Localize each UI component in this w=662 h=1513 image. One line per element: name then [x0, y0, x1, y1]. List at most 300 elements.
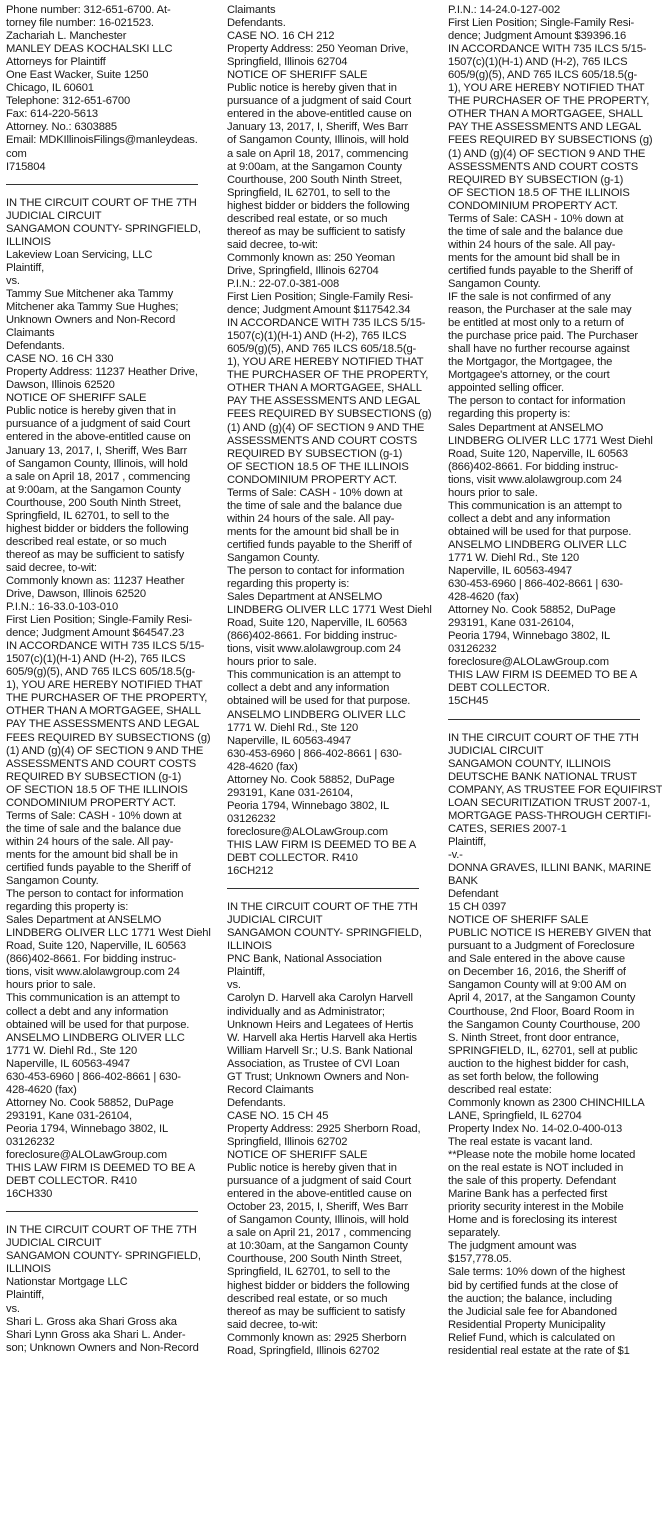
notice-text-line: S. Ninth Street, front door entrance,: [448, 1031, 620, 1044]
notice-text-line: on December 16, 2016, the Sheriff of: [448, 966, 626, 979]
notice-text-line: a sale on April 21, 2017 , commencing: [227, 1227, 412, 1240]
notice-text-line: Attorney No. Cook 58852, DuPage: [448, 604, 616, 617]
notice-text-line: OTHER THAN A MORTGAGEE, SHALL: [227, 382, 422, 395]
notice-text-line: OF SECTION 18.5 OF THE ILLINOIS: [227, 460, 409, 473]
notice-text-line: CONDOMINIUM PROPERTY ACT.: [448, 199, 618, 212]
notice-text-line: (866)402-8661. For bidding instruc-: [6, 953, 177, 966]
notice-text-line: CONDOMINIUM PROPERTY ACT.: [6, 796, 176, 809]
notice-text-line: IN ACCORDANCE WITH 735 ILCS 5/15-: [6, 640, 205, 653]
notice-text-line: 1), YOU ARE HEREBY NOTIFIED THAT: [448, 82, 645, 95]
notice-text-line: hours prior to sale.: [227, 656, 317, 669]
notice-text-line: ANSELMO LINDBERG OLIVER LLC: [227, 708, 406, 721]
notice-text-line: ments for the amount bid shall be in: [448, 251, 620, 264]
notice-text-line: the sale of this property. Defendant: [448, 1175, 616, 1188]
notice-text-line: SANGAMON COUNTY, ILLINOIS: [448, 757, 611, 770]
notice-text-line: Attorney No. Cook 58852, DuPage: [227, 773, 395, 786]
notice-text-line: PAY THE ASSESSMENTS AND LEGAL: [6, 718, 200, 731]
notice-text-line: This communication is an attempt to: [6, 992, 180, 1005]
notice-text-line: Defendants.: [227, 1096, 286, 1109]
notice-text-line: THIS LAW FIRM IS DEEMED TO BE A: [448, 669, 638, 682]
notice-text-line: P.I.N.: 14-24.0-127-002: [448, 4, 561, 16]
notice-text-line: PUBLIC NOTICE IS HEREBY GIVEN that: [448, 927, 651, 940]
notice-text-line: Chicago, IL 60601: [6, 82, 94, 95]
notice-text-line: Dawson, Illinois 62520: [6, 379, 115, 392]
notice-text-line: regarding this property is:: [6, 901, 129, 914]
notice-text-line: Courthouse, 200 South Ninth Street,: [227, 173, 403, 186]
notice-divider: [448, 719, 640, 720]
notice-text-line: 630-453-6960 | 866-402-8661 | 630-: [6, 1070, 181, 1083]
notice-text-line: Terms of Sale: CASH - 10% down at: [448, 212, 624, 225]
notice-text-line: Sales Department at ANSELMO: [227, 591, 383, 604]
notice-text-line: the auction; the balance, including: [448, 1292, 612, 1305]
notice-text-line: (1) AND (g)(4) OF SECTION 9 AND THE: [6, 744, 204, 757]
notice-text-line: The person to contact for information: [448, 395, 626, 408]
notice-text-line: REQUIRED BY SUBSECTION (g-1): [227, 447, 403, 460]
notice-text-line: ASSESSMENTS AND COURT COSTS: [227, 434, 418, 447]
notice-text-line: Zachariah L. Manchester: [6, 30, 127, 43]
notice-text-line: CASE NO. 15 CH 45: [227, 1109, 329, 1122]
notice-text-line: NOTICE OF SHERIFF SALE: [6, 392, 147, 405]
column-left: [6, 4, 211, 1509]
notice-text-line: Sales Department at ANSELMO: [448, 421, 604, 434]
notice-text-line: (1) AND (g)(4) OF SECTION 9 AND THE: [227, 421, 425, 434]
notice-text-line: Association, as Trustee of CVI Loan: [227, 1057, 400, 1070]
notice-text-line: JUDICIAL CIRCUIT: [448, 744, 544, 757]
notice-text-line: 1507(c)(1)(H-1) AND (H-2), 765 ILCS: [448, 56, 628, 69]
notice-text-line: described real estate:: [448, 1083, 552, 1096]
notice-text-line: within 24 hours of the sale. All pay-: [6, 835, 174, 848]
notice-text-line: 428-4620 (fax): [448, 591, 519, 604]
notice-text-line: OF SECTION 18.5 OF THE ILLINOIS: [448, 186, 630, 199]
notice-text-line: tions, visit www.alolawgroup.com 24: [227, 643, 401, 656]
notice-text-line: highest bidder or bidders the following: [227, 1279, 410, 1292]
notice-text-line: vs.: [6, 274, 20, 287]
notice-text-line: Claimants: [227, 4, 276, 16]
notice-text-line: dence; Judgment Amount $64547.23: [6, 627, 185, 640]
notice-text-line: and Sale entered in the above cause: [448, 953, 625, 966]
notice-text-line: 293191, Kane 031-26104,: [227, 786, 353, 799]
notice-text-line: 03126232: [448, 643, 497, 656]
notice-text-line: (866)402-8661. For bidding instruc-: [448, 460, 619, 473]
notice-text-line: Property Address: 250 Yeoman Drive,: [227, 43, 409, 56]
notice-text-line: Springfield, Illinois 62704: [227, 56, 348, 69]
notice-text-line: IN THE CIRCUIT COURT OF THE 7TH: [448, 731, 639, 744]
notice-text-line: thereof as may be sufficient to satisfy: [227, 225, 406, 238]
notice-text-line: April 4, 2017, at the Sangamon County: [448, 992, 636, 1005]
notice-text-line: Naperville, IL 60563-4947: [6, 1057, 130, 1070]
notice-text-line: com: [6, 147, 27, 160]
notice-text-line: torney file number: 16-021523.: [6, 17, 154, 30]
notice-text-line: Mortgagee's attorney, or the court: [448, 369, 610, 382]
notice-text-line: (1) AND (g)(4) OF SECTION 9 AND THE: [448, 147, 646, 160]
notice-text-line: entered in the above-entitled cause on: [6, 431, 191, 444]
notice-text-line: ILLINOIS: [227, 940, 272, 953]
notice-text-line: CASE NO. 16 CH 212: [227, 30, 335, 43]
notice-text-line: ILLINOIS: [6, 1263, 51, 1276]
notice-text-line: pursuant to a Judgment of Foreclosure: [448, 940, 635, 953]
notice-text-line: the time of sale and the balance due: [448, 225, 623, 238]
notice-text-line: October 23, 2015, I, Sheriff, Wes Barr: [227, 1201, 409, 1214]
notice-text-line: PAY THE ASSESSMENTS AND LEGAL: [448, 121, 642, 134]
notice-text-line: Relief Fund, which is calculated on: [448, 1331, 616, 1344]
notice-text-line: Commonly known as 2300 CHINCHILLA: [448, 1096, 645, 1109]
notice-text-line: LINDBERG OLIVER LLC 1771 West Diehl: [6, 927, 211, 940]
notice-text-line: NOTICE OF SHERIFF SALE: [227, 69, 368, 82]
notice-text-line: ASSESSMENTS AND COURT COSTS: [448, 160, 639, 173]
notice-text-line: Lakeview Loan Servicing, LLC: [6, 248, 153, 261]
notice-text-line: priority security interest in the Mobile: [448, 1201, 624, 1214]
notice-text-line: 605/9(g)(5), AND 765 ILCS 605/18.5(g-: [6, 666, 196, 679]
notice-text-line: the time of sale and the balance due: [6, 822, 181, 835]
notice-text-line: Email: MDKIllinoisFilings@manleydeas.: [6, 134, 198, 147]
notice-text-line: OTHER THAN A MORTGAGEE, SHALL: [6, 705, 201, 718]
notice-text-line: FEES REQUIRED BY SUBSECTIONS (g): [227, 408, 432, 421]
notice-text-line: foreclosure@ALOLawGroup.com: [6, 1149, 167, 1162]
notice-text-line: 16CH212: [227, 865, 274, 878]
notice-text-line: Attorney No. Cook 58852, DuPage: [6, 1096, 174, 1109]
notice-text-line: the time of sale and the balance due: [227, 499, 402, 512]
notice-text-line: collect a debt and any information: [227, 682, 390, 695]
notice-text-line: son; Unknown Owners and Non-Record: [6, 1341, 199, 1354]
notice-text-line: within 24 hours of the sale. All pay-: [448, 238, 616, 251]
notice-text-line: MANLEY DEAS KOCHALSKI LLC: [6, 43, 173, 56]
notice-text-line: Residential Property Municipality: [448, 1318, 606, 1331]
notice-text-line: at 10:30am, at the Sangamon County: [227, 1240, 408, 1253]
notice-text-line: Courthouse, 200 South Ninth Street,: [227, 1253, 403, 1266]
notice-text-line: $157,778.05.: [448, 1253, 512, 1266]
notice-text-line: 1771 W. Diehl Rd., Ste 120: [6, 1044, 138, 1057]
notice-text-line: auction to the highest bidder for cash,: [448, 1057, 629, 1070]
notice-text-line: CATES, SERIES 2007-1: [448, 822, 567, 835]
notice-text-line: certified funds payable to the Sheriff of: [227, 538, 412, 551]
notice-text-line: 293191, Kane 031-26104,: [6, 1109, 132, 1122]
notice-text-line: ASSESSMENTS AND COURT COSTS: [6, 757, 197, 770]
notice-text-line: -v.-: [448, 848, 463, 861]
notice-text-line: Property Index No. 14-02.0-400-013: [448, 1122, 623, 1135]
notice-text-line: Terms of Sale: CASH - 10% down at: [6, 809, 182, 822]
notice-text-line: Peoria 1794, Winnebago 3802, IL: [448, 630, 611, 643]
notice-text-line: hours prior to sale.: [448, 486, 538, 499]
notice-text-line: **Please note the mobile home located: [448, 1149, 636, 1162]
notice-text-line: obtained will be used for that purpose.: [227, 695, 411, 708]
column-middle: [227, 4, 432, 1509]
legal-notice-block: [227, 4, 432, 878]
notice-text-line: the Mortgagor, the Mortgagee, the: [448, 356, 613, 369]
notice-text-line: Defendant: [448, 888, 499, 901]
notice-text-line: 1771 W. Diehl Rd., Ste 120: [448, 551, 580, 564]
notice-text-line: The person to contact for information: [6, 888, 184, 901]
notice-text-line: Carolyn D. Harvell aka Carolyn Harvell: [227, 992, 413, 1005]
notice-text-line: IN ACCORDANCE WITH 735 ILCS 5/15-: [448, 43, 647, 56]
notice-text-line: 03126232: [227, 812, 276, 825]
notice-text-line: foreclosure@ALOLawGroup.com: [448, 656, 609, 669]
notice-text-line: Drive, Springfield, Illinois 62704: [227, 264, 379, 277]
notice-text-line: said decree, to-wit:: [6, 561, 97, 574]
notice-text-line: This communication is an attempt to: [448, 499, 622, 512]
notice-text-line: of Sangamon County, Illinois, will hold: [227, 1214, 409, 1227]
notice-text-line: said decree, to-wit:: [227, 1318, 318, 1331]
notice-text-line: 15 CH 0397: [448, 901, 507, 914]
notice-text-line: The person to contact for information: [227, 565, 405, 578]
notice-text-line: obtained will be used for that purpose.: [448, 525, 632, 538]
notice-text-line: of Sangamon County, Illinois, will hold: [227, 134, 409, 147]
notice-text-line: a sale on April 18, 2017, commencing: [227, 147, 409, 160]
notice-text-line: on the real estate is NOT included in: [448, 1162, 624, 1175]
notice-text-line: Defendants.: [6, 340, 65, 353]
notice-text-line: Sangamon County.: [227, 551, 320, 564]
notice-text-line: Attorneys for Plaintiff: [6, 56, 106, 69]
notice-text-line: 1771 W. Diehl Rd., Ste 120: [227, 721, 359, 734]
notice-text-line: Mitchener aka Tammy Sue Hughes;: [6, 300, 179, 313]
notice-text-line: the Judicial sale fee for Abandoned: [448, 1305, 617, 1318]
notice-text-line: Commonly known as: 2925 Sherborn: [227, 1331, 407, 1344]
notice-text-line: ments for the amount bid shall be in: [6, 848, 178, 861]
notice-text-line: Sale terms: 10% down of the highest: [448, 1266, 625, 1279]
notice-text-line: Tammy Sue Mitchener aka Tammy: [6, 287, 174, 300]
notice-text-line: dence; Judgment Amount $117542.34: [227, 304, 411, 317]
notice-text-line: Terms of Sale: CASH - 10% down at: [227, 486, 403, 499]
notice-text-line: THIS LAW FIRM IS DEEMED TO BE A: [6, 1162, 196, 1175]
notice-text-line: IN THE CIRCUIT COURT OF THE 7TH: [6, 196, 197, 209]
notice-text-line: 605/9(g)(5), AND 765 ILCS 605/18.5(g-: [448, 69, 638, 82]
notice-text-line: First Lien Position; Single-Family Resi-: [448, 17, 635, 30]
notice-text-line: LANE, Springfield, IL 62704: [448, 1109, 582, 1122]
notice-text-line: the purchase price paid. The Purchaser: [448, 330, 638, 343]
notice-text-line: tions, visit www.alolawgroup.com 24: [448, 473, 622, 486]
notice-text-line: 15CH45: [448, 695, 489, 708]
notice-text-line: Fax: 614-220-5613: [6, 108, 98, 121]
notice-text-line: Peoria 1794, Winnebago 3802, IL: [227, 799, 390, 812]
notice-text-line: regarding this property is:: [448, 408, 571, 421]
notice-text-line: 03126232: [6, 1135, 55, 1148]
notice-text-line: Drive, Dawson, Illinois 62520: [6, 588, 146, 601]
notice-text-line: Springfield, Illinois 62702: [227, 1135, 348, 1148]
notice-text-line: THE PURCHASER OF THE PROPERTY,: [448, 95, 650, 108]
notice-text-line: LINDBERG OLIVER LLC 1771 West Diehl: [227, 604, 432, 617]
notice-text-line: of Sangamon County, Illinois, will hold: [6, 457, 188, 470]
notice-text-line: tions, visit www.alolawgroup.com 24: [6, 966, 180, 979]
notice-text-line: MORTGAGE PASS-THROUGH CERTIFI-: [448, 809, 652, 822]
notice-text-line: foreclosure@ALOLawGroup.com: [227, 825, 388, 838]
notice-text-line: Public notice is hereby given that in: [227, 1162, 397, 1175]
legal-notice-block: [6, 196, 211, 1202]
notice-text-line: Sales Department at ANSELMO: [6, 914, 162, 927]
notice-text-line: Naperville, IL 60563-4947: [448, 565, 572, 578]
notice-text-line: appointed selling officer.: [448, 382, 564, 395]
notice-text-line: Attorney. No.: 6303885: [6, 121, 117, 134]
notice-text-line: Springfield, IL 62701, to sell to the: [6, 509, 170, 522]
notice-text-line: DEBT COLLECTOR. R410: [227, 852, 358, 865]
notice-text-line: Sangamon County will at 9:00 AM on: [448, 979, 627, 992]
legal-notice-block: [448, 4, 653, 709]
notice-text-line: Springfield, IL 62701, to sell to the: [227, 186, 391, 199]
notice-text-line: 428-4620 (fax): [227, 760, 298, 773]
notice-text-line: JUDICIAL CIRCUIT: [227, 914, 323, 927]
notice-text-line: CONDOMINIUM PROPERTY ACT.: [227, 473, 397, 486]
notice-text-line: Property Address: 11237 Heather Drive,: [6, 366, 198, 379]
notice-text-line: Public notice is hereby given that in: [227, 82, 397, 95]
notice-text-line: Unknown Owners and Non-Record: [6, 314, 176, 327]
notice-text-line: JUDICIAL CIRCUIT: [6, 209, 102, 222]
legal-notice-block: [227, 901, 422, 1358]
notice-text-line: January 13, 2017, I, Sheriff, Wes Barr: [227, 121, 409, 134]
notice-text-line: ments for the amount bid shall be in: [227, 525, 399, 538]
notice-text-line: Plaintiff,: [6, 1289, 45, 1302]
notice-text-line: obtained will be used for that purpose.: [6, 1018, 190, 1031]
notice-text-line: hours prior to sale.: [6, 979, 96, 992]
notice-text-line: 293191, Kane 031-26104,: [448, 617, 574, 630]
notice-text-line: JUDICIAL CIRCUIT: [6, 1237, 102, 1250]
notice-text-line: residential real estate at the rate of $1: [448, 1344, 630, 1357]
notice-text-line: Sangamon County.: [448, 277, 541, 290]
notice-text-line: individually and as Administrator;: [227, 1005, 385, 1018]
notice-text-line: a sale on April 18, 2017 , commencing: [6, 470, 191, 483]
notice-text-line: DEUTSCHE BANK NATIONAL TRUST: [448, 770, 637, 783]
notice-text-line: (866)402-8661. For bidding instruc-: [227, 630, 398, 643]
notice-text-line: COMPANY, AS TRUSTEE FOR EQUIFIRST: [448, 783, 662, 796]
notice-divider: [6, 184, 198, 185]
notice-text-line: reason, the Purchaser at the sale may: [448, 304, 632, 317]
notice-text-line: vs.: [227, 979, 241, 992]
notice-text-line: Shari Lynn Gross aka Shari L. Ander-: [6, 1328, 186, 1341]
notice-text-line: described real estate, or so much: [227, 1292, 388, 1305]
notice-text-line: THIS LAW FIRM IS DEEMED TO BE A: [227, 839, 417, 851]
notice-text-line: 630-453-6960 | 866-402-8661 | 630-: [448, 578, 623, 591]
notice-text-line: Shari L. Gross aka Shari Gross aka: [6, 1315, 177, 1328]
notice-text-line: described real estate, or so much: [6, 535, 167, 548]
notice-text-line: Defendants.: [227, 17, 286, 30]
notice-text-line: the Sangamon County Courthouse, 200: [448, 1018, 640, 1031]
notice-text-line: Marine Bank has a perfected first: [448, 1188, 608, 1201]
notice-text-line: DEBT COLLECTOR. R410: [6, 1175, 137, 1188]
notice-text-line: pursuance of a judgment of said Court: [227, 1175, 412, 1188]
notice-text-line: The judgment amount was: [448, 1240, 577, 1253]
notice-text-line: Unknown Heirs and Legatees of Hertis: [227, 1018, 414, 1031]
notice-text-line: OF SECTION 18.5 OF THE ILLINOIS: [6, 783, 188, 796]
notice-text-line: IN THE CIRCUIT COURT OF THE 7TH: [6, 1224, 197, 1237]
notice-text-line: Road, Springfield, Illinois 62702: [227, 1344, 380, 1357]
notice-text-line: The real estate is vacant land.: [448, 1135, 593, 1148]
notice-text-line: be entitled at most only to a return of: [448, 317, 624, 330]
notice-text-line: at 9:00am, at the Sangamon County: [227, 160, 402, 173]
notice-text-line: 1507(c)(1)(H-1) AND (H-2), 765 ILCS: [6, 653, 186, 666]
notice-text-line: Plaintiff,: [227, 966, 266, 979]
notice-text-line: Plaintiff,: [6, 261, 45, 274]
notice-text-line: SPRINGFIELD, IL, 62701, sell at public: [448, 1044, 638, 1057]
notice-text-line: certified funds payable to the Sheriff of: [6, 862, 191, 874]
notice-text-line: shall have no further recourse against: [448, 343, 630, 356]
notice-text-line: at 9:00am, at the Sangamon County: [6, 483, 181, 496]
column-right: [448, 4, 662, 1509]
notice-text-line: vs.: [6, 1302, 20, 1315]
notice-text-line: OTHER THAN A MORTGAGEE, SHALL: [448, 108, 643, 121]
notice-text-line: Springfield, IL 62701, to sell to the: [227, 1266, 391, 1279]
notice-text-line: described real estate, or so much: [227, 212, 388, 225]
notice-text-line: FEES REQUIRED BY SUBSECTIONS (g): [6, 731, 211, 744]
notice-text-line: ILLINOIS: [6, 235, 51, 248]
notice-text-line: entered in the above-entitled cause on: [227, 108, 412, 121]
notice-divider: [6, 1211, 198, 1212]
notice-text-line: pursuance of a judgment of said Court: [227, 95, 412, 108]
notice-text-line: highest bidder or bidders the following: [227, 199, 410, 212]
notice-text-line: W. Harvell aka Hertis Harvell aka Hertis: [227, 1031, 417, 1044]
notice-text-line: collect a debt and any information: [6, 1005, 169, 1018]
notice-text-line: THE PURCHASER OF THE PROPERTY,: [6, 692, 208, 705]
notice-text-line: Phone number: 312-651-6700. At-: [6, 4, 171, 16]
notice-text-line: dence; Judgment Amount $39396.16: [448, 30, 627, 43]
notice-text-line: NOTICE OF SHERIFF SALE: [227, 1149, 368, 1162]
notice-text-line: SANGAMON COUNTY- SPRINGFIELD,: [6, 222, 201, 235]
notice-text-line: 1), YOU ARE HEREBY NOTIFIED THAT: [6, 679, 203, 692]
legal-notice-block: [6, 4, 198, 174]
notice-text-line: January 13, 2017, I, Sheriff, Wes Barr: [6, 444, 188, 457]
notice-text-line: Courthouse, 2nd Floor, Board Room in: [448, 1005, 635, 1018]
notice-text-line: 16CH330: [6, 1188, 53, 1201]
notice-text-line: within 24 hours of the sale. All pay-: [227, 512, 395, 525]
notice-text-line: GT Trust; Unknown Owners and Non-: [227, 1070, 409, 1083]
notice-text-line: Road, Suite 120, Naperville, IL 60563: [448, 447, 628, 460]
notice-text-line: DONNA GRAVES, ILLINI BANK, MARINE: [448, 862, 652, 874]
notice-text-line: Commonly known as: 250 Yeoman: [227, 251, 395, 264]
notice-text-line: pursuance of a judgment of said Court: [6, 418, 191, 431]
notice-text-line: THE PURCHASER OF THE PROPERTY,: [227, 369, 429, 382]
notice-text-line: certified funds payable to the Sheriff of: [448, 264, 633, 277]
notice-text-line: William Harvell Sr.; U.S. Bank National: [227, 1044, 413, 1057]
notice-text-line: IN ACCORDANCE WITH 735 ILCS 5/15-: [227, 317, 426, 330]
notice-text-line: thereof as may be sufficient to satisfy: [227, 1305, 406, 1318]
notice-text-line: Plaintiff,: [448, 835, 487, 848]
notice-text-line: First Lien Position; Single-Family Resi-: [227, 291, 414, 304]
notice-text-line: 428-4620 (fax): [6, 1083, 77, 1096]
notice-text-line: 605/9(g)(5), AND 765 ILCS 605/18.5(g-: [227, 343, 417, 356]
notice-text-line: Courthouse, 200 South Ninth Street,: [6, 496, 182, 509]
notice-text-line: entered in the above-entitled cause on: [227, 1188, 412, 1201]
notice-text-line: BANK: [448, 875, 478, 888]
notice-text-line: Telephone: 312-651-6700: [6, 95, 131, 108]
notice-text-line: DEBT COLLECTOR.: [448, 682, 550, 695]
notice-divider: [227, 888, 419, 889]
notice-text-line: Sangamon County.: [6, 875, 99, 888]
notice-text-line: REQUIRED BY SUBSECTION (g-1): [6, 770, 182, 783]
notice-text-line: LINDBERG OLIVER LLC 1771 West Diehl: [448, 434, 653, 447]
notice-text-line: 1507(c)(1)(H-1) AND (H-2), 765 ILCS: [227, 330, 407, 343]
notice-text-line: ANSELMO LINDBERG OLIVER LLC: [448, 538, 627, 551]
notice-text-line: First Lien Position; Single-Family Resi-: [6, 614, 193, 627]
notice-text-line: FEES REQUIRED BY SUBSECTIONS (g): [448, 134, 653, 147]
notice-text-line: collect a debt and any information: [448, 512, 611, 525]
notice-text-line: IF the sale is not confirmed of any: [448, 291, 611, 304]
notice-text-line: PAY THE ASSESSMENTS AND LEGAL: [227, 395, 421, 408]
notice-text-line: Naperville, IL 60563-4947: [227, 734, 351, 747]
notice-text-line: One East Wacker, Suite 1250: [6, 69, 149, 82]
notice-text-line: IN THE CIRCUIT COURT OF THE 7TH: [227, 901, 418, 914]
notice-text-line: CASE NO. 16 CH 330: [6, 353, 114, 366]
notice-text-line: ANSELMO LINDBERG OLIVER LLC: [6, 1031, 185, 1044]
notice-text-line: LOAN SECURITIZATION TRUST 2007-1,: [448, 796, 651, 809]
notice-text-line: I715804: [6, 160, 46, 173]
notice-text-line: P.I.N.: 22-07.0-381-008: [227, 277, 340, 290]
notice-text-line: Home and is foreclosing its interest: [448, 1214, 617, 1227]
notice-text-line: SANGAMON COUNTY- SPRINGFIELD,: [6, 1250, 201, 1263]
notice-text-line: Commonly known as: 11237 Heather: [6, 574, 185, 587]
notice-text-line: bid by certified funds at the close of: [448, 1279, 618, 1292]
notice-text-line: separately.: [448, 1227, 501, 1240]
notice-text-line: as set forth below, the following: [448, 1070, 599, 1083]
notice-text-line: Peoria 1794, Winnebago 3802, IL: [6, 1122, 169, 1135]
notice-text-line: Public notice is hereby given that in: [6, 405, 176, 418]
notice-text-line: Road, Suite 120, Naperville, IL 60563: [227, 617, 407, 630]
notice-text-line: REQUIRED BY SUBSECTION (g-1): [448, 173, 624, 186]
